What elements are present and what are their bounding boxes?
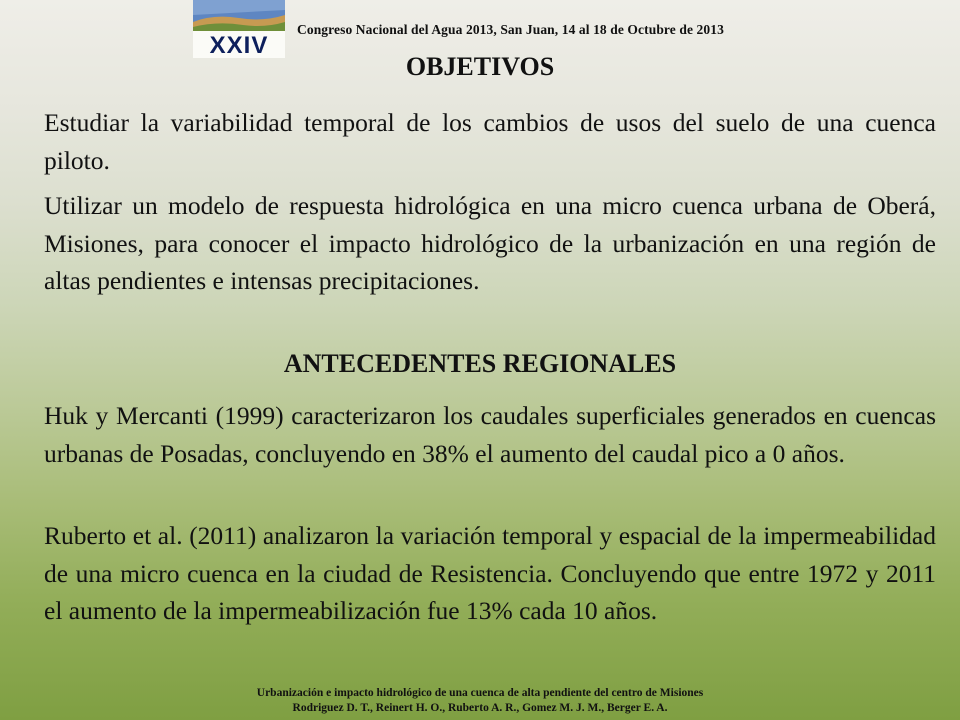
antecedente-paragraph-1: Huk y Mercanti (1999) caracterizaron los caudales superficiales generados en cuencas urbanas de Posadas, concluyendo en 38% el aumento del caudal pico a 0 años.: [44, 401, 936, 468]
objetivos-title: OBJETIVOS: [405, 52, 555, 81]
footer-title: Urbanización e impacto hidrológico de una cuenca de alta pendiente del centro de Misiones: [256, 687, 704, 699]
logo-text: XXIV: [209, 32, 269, 58]
congress-logo-graphic: [193, 0, 285, 58]
objetivo-paragraph-1: Estudiar la variabilidad temporal de los cambios de usos del suelo de una cuenca piloto.: [44, 108, 936, 175]
congress-logo: [193, 0, 285, 58]
objetivo-paragraph-2: Utilizar un modelo de respuesta hidrológica en una micro cuenca urbana de Oberá, Misiones, para conocer el impacto hidrológico de la urbanización en una región de altas pendientes e intensas precipitaciones.: [44, 191, 936, 295]
conference-header: Congreso Nacional del Agua 2013, San Juan, 14 al 18 de Octubre de 2013: [297, 22, 724, 37]
antecedentes-title: ANTECEDENTES REGIONALES: [283, 349, 677, 378]
footer-authors: Rodriguez D. T., Reinert H. O., Ruberto A. R., Gomez M. J. M., Berger E. A.: [292, 702, 668, 714]
antecedente-paragraph-2: Ruberto et al. (2011) analizaron la variación temporal y espacial de la impermeabilidad de una micro cuenca en la ciudad de Resistencia. Concluyendo que entre 1972 y 2011 el aumento de la impermeabilización fue 13% cada 10 años.: [44, 521, 936, 625]
